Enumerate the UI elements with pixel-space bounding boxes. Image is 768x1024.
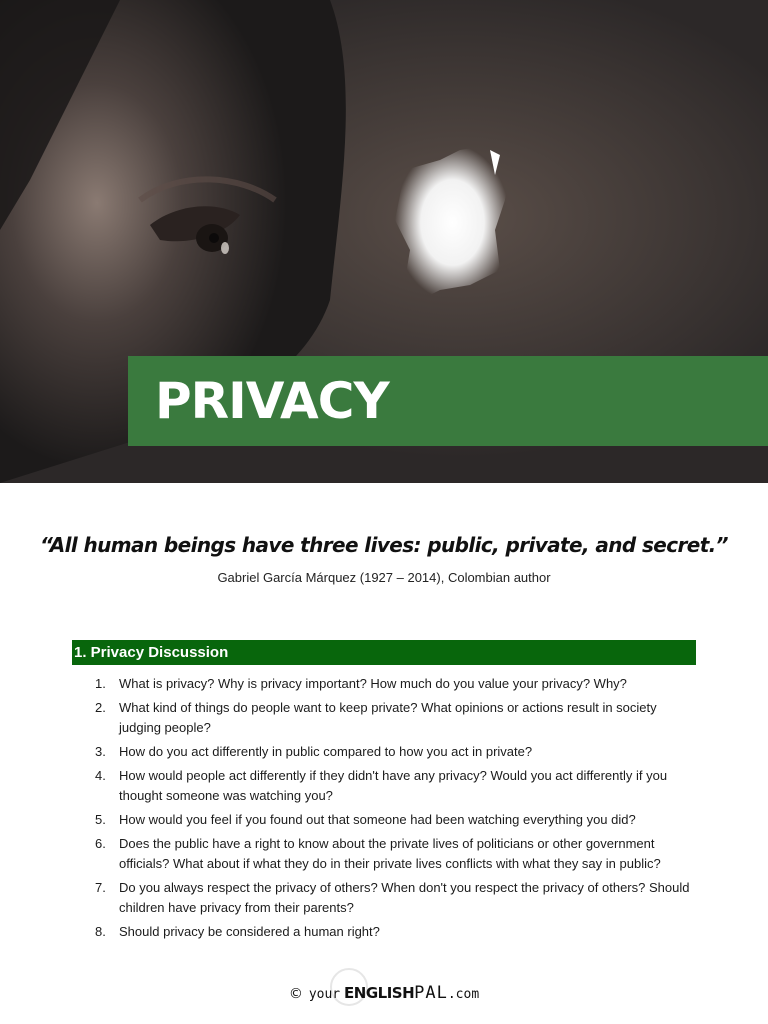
question-number: 8. xyxy=(95,924,106,939)
quote-attribution: Gabriel García Márquez (1927 – 2014), Colombian author xyxy=(217,570,551,585)
brand-pal: PAL xyxy=(414,983,448,1003)
question-text: Do you always respect the privacy of others? When don't you respect the privacy of others? Should children have privacy from their parents? xyxy=(119,880,690,915)
list-item xyxy=(90,742,696,762)
question-number: 7. xyxy=(95,880,106,895)
question-number: 2. xyxy=(95,700,106,715)
question-text: How would you feel if you found out that someone had been watching everything you did? xyxy=(119,812,636,827)
question-text: Should privacy be considered a human right? xyxy=(119,924,380,939)
question-text: What kind of things do people want to keep private? What opinions or actions result in society judging people? xyxy=(119,700,657,735)
question-list xyxy=(90,674,696,946)
title-band xyxy=(128,356,768,446)
list-item xyxy=(90,922,696,942)
copyright-icon: © xyxy=(288,986,303,1002)
list-item xyxy=(90,674,696,694)
question-text: How would people act differently if they didn't have any privacy? Would you act differently if you thought someone was watching you? xyxy=(119,768,668,803)
list-item xyxy=(90,698,696,738)
brand-your: your xyxy=(308,987,341,1002)
list-item xyxy=(90,766,696,806)
section-header xyxy=(72,640,696,665)
list-item xyxy=(90,878,696,918)
footer-brand[interactable] xyxy=(0,983,768,1003)
section-title: 1. Privacy Discussion xyxy=(74,644,229,661)
question-text: What is privacy? Why is privacy important? How much do you value your privacy? Why? xyxy=(119,676,627,691)
question-number: 5. xyxy=(95,812,106,827)
page-title: PRIVACY xyxy=(155,372,389,430)
question-number: 4. xyxy=(95,768,106,783)
list-item xyxy=(90,834,696,874)
question-text: How do you act differently in public compared to how you act in private? xyxy=(119,744,533,759)
question-number: 6. xyxy=(95,836,106,851)
quote-text: “All human beings have three lives: public, private, and secret.” xyxy=(40,533,728,557)
list-item xyxy=(90,810,696,830)
question-number: 3. xyxy=(95,744,106,759)
brand-com: .com xyxy=(447,987,480,1002)
question-text: Does the public have a right to know about the private lives of politicians or other government officials? What about if what they do in their private lives conflicts with what they say in public? xyxy=(119,836,661,871)
question-number: 1. xyxy=(95,676,106,691)
brand-english: ENGLISH xyxy=(344,984,415,1002)
